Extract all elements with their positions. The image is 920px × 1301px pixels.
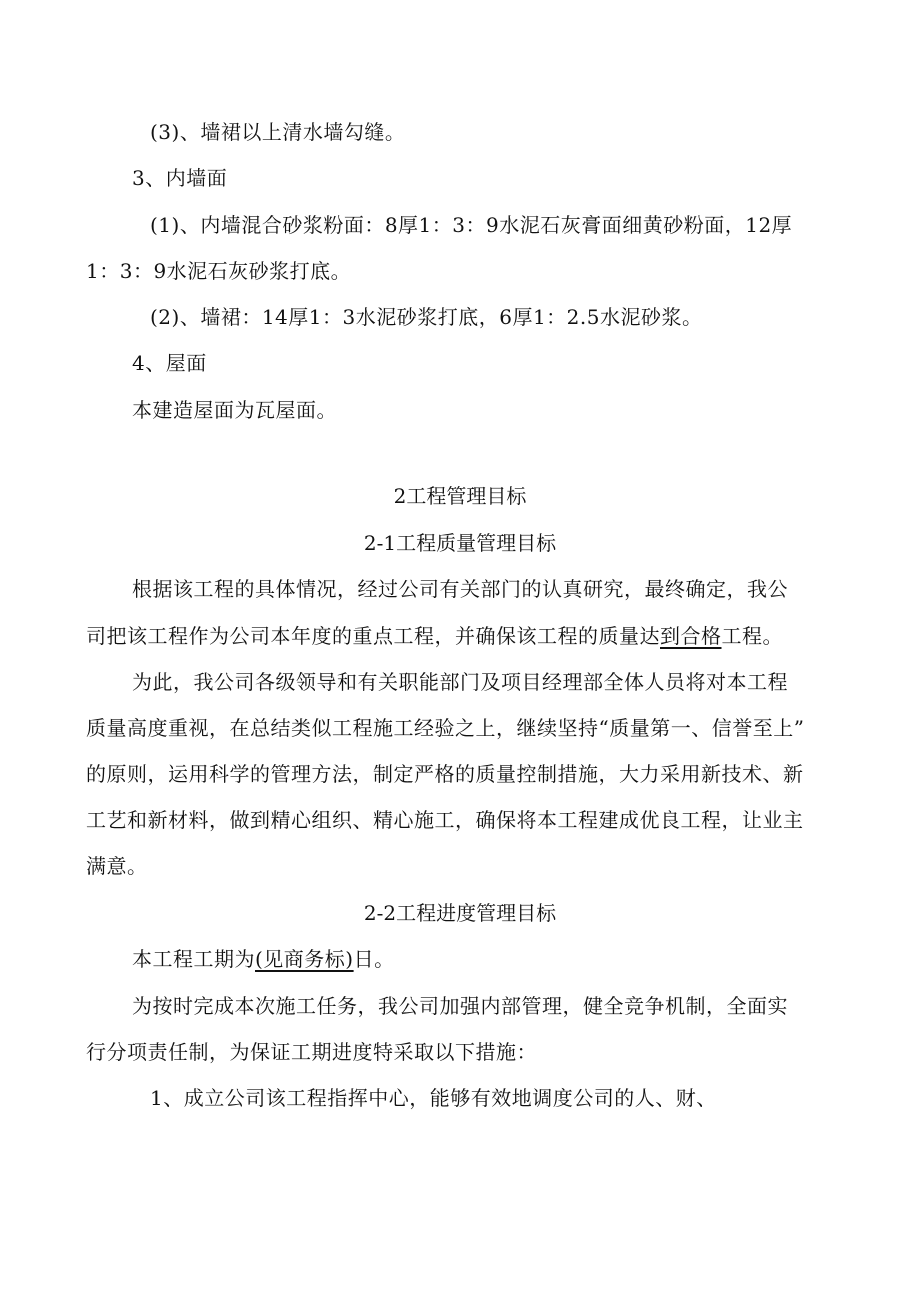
text-line: (3)、墙裙以上清水墙勾缝。	[150, 120, 406, 144]
chapter-heading: 2工程管理目标	[393, 484, 527, 508]
paragraph-text: 本工程工期为	[132, 947, 255, 971]
paragraph-line: 满意。	[86, 854, 148, 878]
text-line: (1)、内墙混合砂浆粉面：8厚1：3：9水泥石灰膏面细黄砂粉面，12厚	[150, 213, 793, 237]
text-line: 1：3：9水泥石灰砂浆打底。	[86, 259, 352, 283]
paragraph-line: 1、成立公司该工程指挥中心，能够有效地调度公司的人、财、	[150, 1086, 717, 1110]
paragraph-text: 司把该工程作为公司本年度的重点工程，并确保该工程的质量达	[86, 624, 660, 648]
paragraph-line: 的原则，运用科学的管理方法，制定严格的质量控制措施，大力采用新技术、新	[86, 762, 804, 786]
subsection-heading: 2-1工程质量管理目标	[363, 531, 557, 555]
section-heading: 3、内墙面	[132, 166, 228, 190]
underlined-text: (见商务标)	[255, 947, 354, 971]
paragraph-text: 工程。	[721, 624, 783, 648]
paragraph-line	[86, 622, 783, 650]
paragraph-line: 根据该工程的具体情况，经过公司有关部门的认真研究，最终确定，我公	[132, 577, 788, 601]
subsection-heading: 2-2工程进度管理目标	[363, 901, 557, 925]
paragraph-line: 工艺和新材料，做到精心组织、精心施工，确保将本工程建成优良工程，让业主	[86, 808, 804, 832]
paragraph-line: 为按时完成本次施工任务，我公司加强内部管理，健全竞争机制，全面实	[132, 994, 788, 1018]
text-line: (2)、墙裙：14厚1：3水泥砂浆打底，6厚1：2.5水泥砂浆。	[150, 305, 703, 329]
paragraph-text: 日。	[353, 947, 395, 971]
paragraph-line	[132, 945, 395, 973]
paragraph-line: 为此，我公司各级领导和有关职能部门及项目经理部全体人员将对本工程	[132, 670, 788, 694]
text-line: 本建造屋面为瓦屋面。	[132, 398, 337, 422]
paragraph-line: 行分项责任制，为保证工期进度特采取以下措施：	[86, 1040, 537, 1064]
section-heading: 4、屋面	[132, 351, 207, 375]
paragraph-line: 质量高度重视，在总结类似工程施工经验之上，继续坚持“质量第一、信誉至上”	[86, 716, 805, 740]
underlined-text: 到合格	[660, 624, 722, 648]
